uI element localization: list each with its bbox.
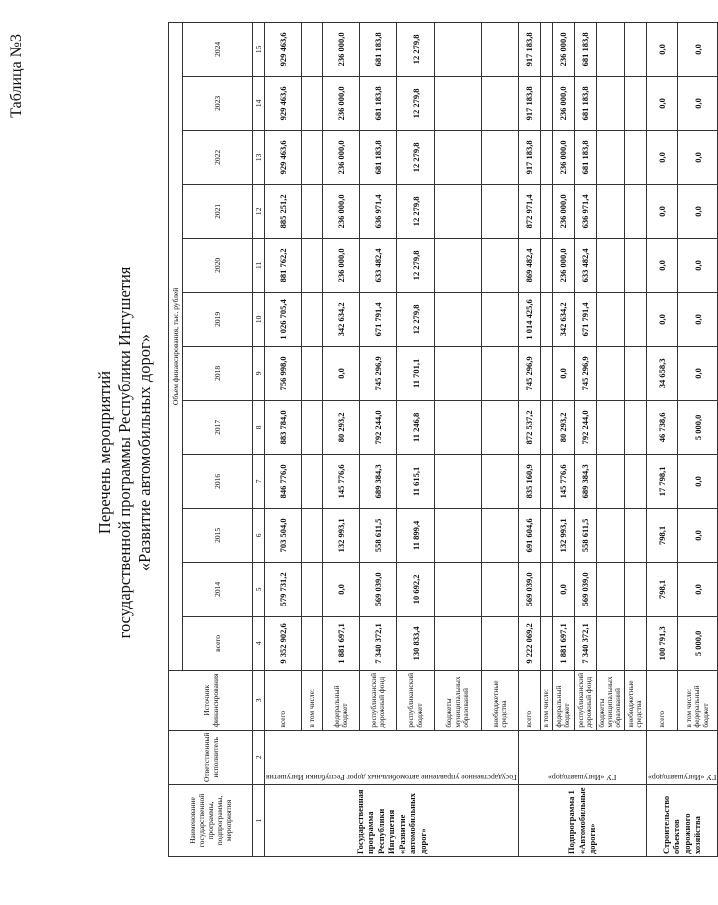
amount-cell: 798,1 [646,562,678,616]
program-name-cell: Строительство объектов дорожного хозяйства [646,785,717,857]
amount-cell: 681 183,8 [360,22,397,76]
amount-cell: 792 244,0 [574,400,596,454]
amount-cell [624,346,646,400]
amount-cell: 0,0 [552,346,574,400]
amount-cell: 132 993,1 [552,508,574,562]
amount-cell [624,184,646,238]
amount-cell: 132 993,1 [322,508,359,562]
amount-cell [624,616,646,670]
amount-cell [481,400,518,454]
amount-cell [540,292,552,346]
funding-source-cell: бюджеты муниципальных образований [596,670,624,730]
amount-cell: 636 971,4 [360,184,397,238]
amount-cell [302,346,322,400]
header-year: 2016 [183,454,253,508]
amount-cell [434,238,481,292]
funding-source-cell: республиканский дорожный фонд [574,670,596,730]
amount-cell: 0,0 [678,346,718,400]
amount-cell: 792 244,0 [360,400,397,454]
amount-cell: 0,0 [322,346,359,400]
amount-cell [596,130,624,184]
amount-cell: 1 881 697,1 [552,616,574,670]
amount-cell [540,130,552,184]
amount-cell [624,292,646,346]
header-funding: Объем финансирования, тыс. рублей [169,22,183,670]
amount-cell: 7 340 372,1 [360,616,397,670]
header-year: 2017 [183,400,253,454]
amount-cell: 691 604,6 [518,508,540,562]
amount-cell: 869 482,4 [518,238,540,292]
amount-cell: 12 279,8 [397,238,434,292]
amount-cell: 12 279,8 [397,22,434,76]
amount-cell: 0,0 [678,130,718,184]
amount-cell [302,616,322,670]
funding-source-cell: в том числе: [302,670,322,730]
amount-cell: 12 279,8 [397,130,434,184]
amount-cell [434,562,481,616]
amount-cell [596,454,624,508]
amount-cell [540,22,552,76]
amount-cell: 681 183,8 [574,76,596,130]
amount-cell [624,562,646,616]
amount-cell: 236 000,0 [322,184,359,238]
amount-cell [596,76,624,130]
header-year: 2023 [183,76,253,130]
funding-source-cell: всего [265,670,302,730]
funding-source-cell: федеральный бюджет [322,670,359,730]
amount-cell: 703 504,0 [265,508,302,562]
amount-cell [302,508,322,562]
amount-cell [624,130,646,184]
funding-source-cell: в том числе: федеральный бюджет [678,670,718,730]
amount-cell [624,454,646,508]
amount-cell: 236 000,0 [552,130,574,184]
amount-cell: 671 791,4 [574,292,596,346]
amount-cell [596,22,624,76]
amount-cell: 34 658,3 [646,346,678,400]
amount-cell: 12 279,8 [397,76,434,130]
document-title [95,0,155,905]
responsible-cell [518,730,646,784]
amount-cell [596,292,624,346]
amount-cell: 846 776,0 [265,454,302,508]
amount-cell [624,508,646,562]
header-total: всего [183,616,253,670]
amount-cell: 80 293,2 [322,400,359,454]
amount-cell [596,346,624,400]
amount-cell: 0,0 [646,130,678,184]
amount-cell [434,76,481,130]
amount-cell: 100 791,3 [646,616,678,670]
amount-cell [302,130,322,184]
amount-cell: 1 026 705,4 [265,292,302,346]
amount-cell: 0,0 [646,22,678,76]
amount-cell: 11 246,8 [397,400,434,454]
amount-cell: 11 899,4 [397,508,434,562]
amount-cell: 636 971,4 [574,184,596,238]
amount-cell [624,76,646,130]
column-number: 10 [253,292,265,346]
column-number: 12 [253,184,265,238]
amount-cell: 579 731,2 [265,562,302,616]
amount-cell: 689 384,3 [360,454,397,508]
amount-cell [481,616,518,670]
amount-cell: 0,0 [678,76,718,130]
title-line-3: «Развитие автомобильных дорог» [135,333,154,572]
column-number: 3 [253,670,265,730]
amount-cell [540,346,552,400]
amount-cell: 0,0 [646,238,678,292]
header-year: 2022 [183,130,253,184]
column-number: 13 [253,130,265,184]
column-number: 11 [253,238,265,292]
amount-cell: 681 183,8 [574,22,596,76]
amount-cell: 0,0 [646,184,678,238]
table-row [518,22,540,856]
amount-cell [302,22,322,76]
amount-cell [540,454,552,508]
responsible-cell [265,730,519,784]
amount-cell: 569 039,0 [518,562,540,616]
funding-source-cell: внебюджетные средства [481,670,518,730]
amount-cell [481,346,518,400]
amount-cell: 745 296,9 [574,346,596,400]
column-number: 7 [253,454,265,508]
amount-cell: 342 634,2 [322,292,359,346]
amount-cell [596,562,624,616]
amount-cell: 0,0 [678,238,718,292]
amount-cell [481,130,518,184]
amount-cell [624,22,646,76]
amount-cell: 689 384,3 [574,454,596,508]
amount-cell [481,76,518,130]
amount-cell [302,238,322,292]
amount-cell [624,238,646,292]
amount-cell: 681 183,8 [574,130,596,184]
amount-cell [540,238,552,292]
column-number: 14 [253,76,265,130]
amount-cell: 0,0 [552,562,574,616]
amount-cell: 11 615,1 [397,454,434,508]
amount-cell: 881 762,2 [265,238,302,292]
amount-cell: 798,1 [646,508,678,562]
funding-source-cell: республиканский дорожный фонд [360,670,397,730]
title-line-1: Перечень мероприятий [95,370,114,535]
amount-cell: 236 000,0 [552,238,574,292]
funding-source-cell: внебюджетные средства [624,670,646,730]
header-year: 2021 [183,184,253,238]
amount-cell [540,184,552,238]
amount-cell: 0,0 [646,76,678,130]
amount-cell: 929 463,6 [265,130,302,184]
funding-source-cell: бюджеты муниципальных образований [434,670,481,730]
amount-cell: 236 000,0 [322,238,359,292]
amount-cell: 236 000,0 [322,22,359,76]
amount-cell: 80 293,2 [552,400,574,454]
amount-cell: 5 000,0 [678,616,718,670]
amount-cell: 917 183,8 [518,76,540,130]
amount-cell: 17 798,1 [646,454,678,508]
amount-cell: 633 482,4 [574,238,596,292]
amount-cell [540,508,552,562]
responsible-text: ГУ «Ингушавтодор» [647,773,716,782]
amount-cell [540,562,552,616]
amount-cell: 0,0 [322,562,359,616]
responsible-cell [646,730,717,784]
table-number-label: Таблица №3 [8,34,25,118]
amount-cell [434,184,481,238]
funding-source-cell: в том числе: [540,670,552,730]
program-name-cell: Подпрограмма 1 «Автомобильные дороги» [518,785,646,857]
amount-cell: 681 183,8 [360,130,397,184]
amount-cell: 872 971,4 [518,184,540,238]
amount-cell [481,238,518,292]
amount-cell [624,400,646,454]
amount-cell: 872 537,2 [518,400,540,454]
amount-cell [540,616,552,670]
table-row [265,22,302,856]
amount-cell: 12 279,8 [397,292,434,346]
amount-cell: 917 183,8 [518,22,540,76]
amount-cell [302,454,322,508]
amount-cell [302,184,322,238]
amount-cell: 236 000,0 [552,184,574,238]
header-year: 2019 [183,292,253,346]
column-number: 6 [253,508,265,562]
amount-cell: 0,0 [678,184,718,238]
amount-cell: 236 000,0 [322,130,359,184]
amount-cell: 46 738,6 [646,400,678,454]
funding-source-cell: республиканский бюджет [397,670,434,730]
header-year: 2024 [183,22,253,76]
amount-cell: 9 222 069,2 [518,616,540,670]
program-name-cell: Государственная программа Республики Ингушетия «Развитие автомобильных дорог» [265,785,519,857]
amount-cell [434,346,481,400]
amount-cell: 10 692,2 [397,562,434,616]
amount-cell [481,184,518,238]
amount-cell [596,184,624,238]
amount-cell: 9 352 902,6 [265,616,302,670]
amount-cell: 883 784,0 [265,400,302,454]
amount-cell [434,616,481,670]
amount-cell: 558 611,5 [574,508,596,562]
amount-cell [481,292,518,346]
header-year: 2015 [183,508,253,562]
amount-cell [596,400,624,454]
funding-source-cell: всего [646,670,678,730]
amount-cell: 745 296,9 [360,346,397,400]
amount-cell: 569 039,0 [360,562,397,616]
funding-source-cell: федеральный бюджет [552,670,574,730]
amount-cell: 929 463,6 [265,22,302,76]
amount-cell: 917 183,8 [518,130,540,184]
amount-cell: 745 296,9 [518,346,540,400]
amount-cell [481,454,518,508]
amount-cell: 1 014 425,6 [518,292,540,346]
amount-cell: 145 776,6 [322,454,359,508]
amount-cell [302,562,322,616]
header-name: Наименование государственной программы, подпрограммы, мероприятия [169,785,253,857]
amount-cell: 145 776,6 [552,454,574,508]
amount-cell: 633 482,4 [360,238,397,292]
amount-cell: 671 791,4 [360,292,397,346]
amount-cell: 0,0 [646,292,678,346]
column-number: 2 [253,730,265,784]
amount-cell: 342 634,2 [552,292,574,346]
column-number: 5 [253,562,265,616]
amount-cell [434,454,481,508]
responsible-text: ГУ «Ингушавтодор» [548,773,617,782]
amount-cell: 0,0 [678,292,718,346]
header-year: 2018 [183,346,253,400]
header-source: Источник финансирования [169,670,253,730]
amount-cell: 5 000,0 [678,400,718,454]
amount-cell: 569 039,0 [574,562,596,616]
funding-source-cell: всего [518,670,540,730]
responsible-text: Государственное управление автомобильных дорог Республики Ингушетия [266,773,517,782]
title-line-2: государственной программы Республики Ингушетия [115,266,134,639]
header-year: 2020 [183,238,253,292]
amount-cell: 0,0 [678,562,718,616]
amount-cell: 236 000,0 [552,22,574,76]
amount-cell [434,508,481,562]
amount-cell: 885 251,2 [265,184,302,238]
amount-cell: 12 279,8 [397,184,434,238]
amount-cell [596,616,624,670]
column-number: 9 [253,346,265,400]
column-number: 4 [253,616,265,670]
table-row [646,22,678,856]
amount-cell [540,76,552,130]
amount-cell [434,292,481,346]
amount-cell [302,400,322,454]
column-number: 15 [253,22,265,76]
amount-cell [540,400,552,454]
column-number: 1 [253,785,265,857]
header-responsible: Ответственный исполнитель [169,730,253,784]
amount-cell: 236 000,0 [322,76,359,130]
amount-cell: 11 701,1 [397,346,434,400]
column-number: 8 [253,400,265,454]
amount-cell: 756 998,0 [265,346,302,400]
amount-cell: 1 881 697,1 [322,616,359,670]
amount-cell: 929 463,6 [265,76,302,130]
amount-cell: 236 000,0 [552,76,574,130]
amount-cell: 0,0 [678,454,718,508]
amount-cell: 130 833,4 [397,616,434,670]
measures-table [168,22,718,857]
amount-cell: 681 183,8 [360,76,397,130]
header-year: 2014 [183,562,253,616]
amount-cell: 7 340 372,1 [574,616,596,670]
amount-cell [434,400,481,454]
amount-cell [434,130,481,184]
amount-cell [481,508,518,562]
amount-cell [481,562,518,616]
amount-cell [302,292,322,346]
amount-cell [302,76,322,130]
amount-cell [434,22,481,76]
amount-cell: 0,0 [678,508,718,562]
amount-cell: 558 611,5 [360,508,397,562]
amount-cell [596,508,624,562]
amount-cell: 0,0 [678,22,718,76]
amount-cell: 835 160,9 [518,454,540,508]
amount-cell [596,238,624,292]
amount-cell [481,22,518,76]
